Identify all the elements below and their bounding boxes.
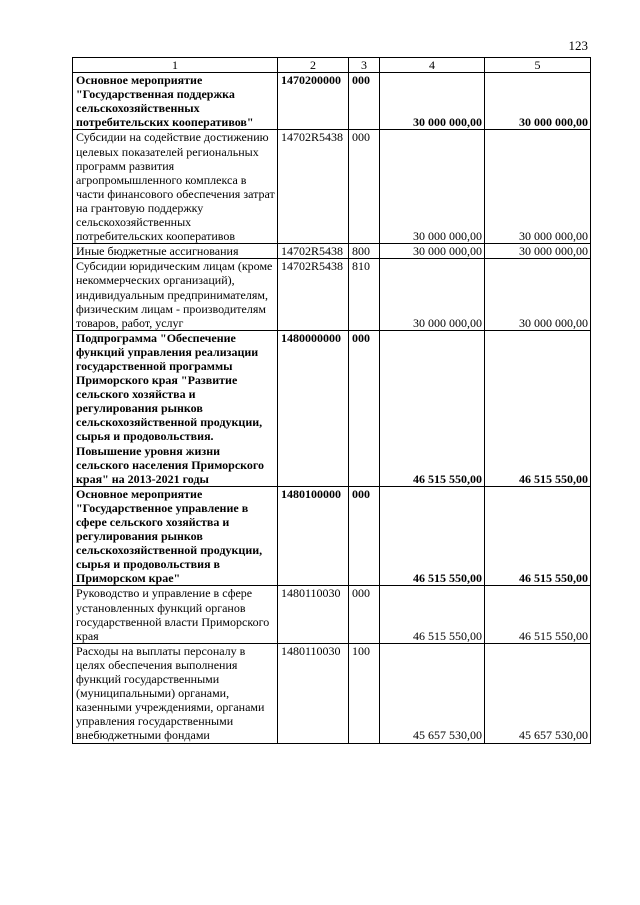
table-row: [73, 643, 591, 743]
row-amount-col4: 30 000 000,00: [380, 73, 485, 130]
row-amount-col5: 30 000 000,00: [485, 73, 591, 130]
row-amount-col4: 45 657 530,00: [380, 643, 485, 743]
row-name-cell: Субсидии юридическим лицам (кроме некоммерческих организаций), индивидуальным предпринимателям, физическим лицам - производителям товаров, работ, услуг: [73, 259, 278, 330]
row-code-cell: 1480110030: [278, 643, 349, 743]
row-amount-col5: 30 000 000,00: [485, 259, 591, 330]
row-type-cell: 000: [349, 130, 380, 244]
row-amount-col4: 30 000 000,00: [380, 244, 485, 259]
row-name-cell: Основное мероприятие "Государственное управление в сфере сельского хозяйства и регулирования рынков сельскохозяйственной продукции, сырья и продовольствия в Приморском крае": [73, 486, 278, 586]
row-amount-col5: 46 515 550,00: [485, 586, 591, 643]
table-row: [73, 73, 591, 130]
row-name-cell: Субсидии на содействие достижению целевых показателей региональных программ развития агропромышленного комплекса в части финансового обеспечения затрат на грантовую поддержку сельскохозяйственных потребительских кооперативов: [73, 130, 278, 244]
row-name-cell: Расходы на выплаты персоналу в целях обеспечения выполнения функций государственными (муниципальными) органами, казенными учреждениями, органами управления государственными внебюджетными фондами: [73, 643, 278, 743]
table-row: [73, 586, 591, 643]
row-amount-col4: 30 000 000,00: [380, 259, 485, 330]
header-cell-col3: 3: [349, 58, 380, 73]
row-amount-col5: 30 000 000,00: [485, 244, 591, 259]
table-row: [73, 330, 591, 486]
row-type-cell: 100: [349, 643, 380, 743]
row-code-cell: 14702R5438: [278, 130, 349, 244]
budget-table: [72, 57, 591, 744]
header-cell-col1: 1: [73, 58, 278, 73]
row-type-cell: 800: [349, 244, 380, 259]
row-amount-col4: 46 515 550,00: [380, 486, 485, 586]
row-type-cell: 810: [349, 259, 380, 330]
row-amount-col5: 30 000 000,00: [485, 130, 591, 244]
row-type-cell: 000: [349, 586, 380, 643]
row-amount-col5: 46 515 550,00: [485, 486, 591, 586]
row-code-cell: 1480100000: [278, 486, 349, 586]
row-code-cell: 14702R5438: [278, 259, 349, 330]
row-type-cell: 000: [349, 330, 380, 486]
header-cell-col2: 2: [278, 58, 349, 73]
table-row: [73, 244, 591, 259]
row-amount-col4: 30 000 000,00: [380, 130, 485, 244]
row-name-cell: Руководство и управление в сфере установленных функций органов государственной власти Приморского края: [73, 586, 278, 643]
row-code-cell: 1470200000: [278, 73, 349, 130]
page-number: 123: [568, 38, 588, 53]
row-code-cell: 1480110030: [278, 586, 349, 643]
row-code-cell: 14702R5438: [278, 244, 349, 259]
row-name-cell: Основное мероприятие "Государственная поддержка сельскохозяйственных потребительских кооперативов": [73, 73, 278, 130]
row-code-cell: 1480000000: [278, 330, 349, 486]
table-header-row: [73, 58, 591, 73]
row-amount-col4: 46 515 550,00: [380, 330, 485, 486]
header-cell-col5: 5: [485, 58, 591, 73]
row-amount-col4: 46 515 550,00: [380, 586, 485, 643]
row-amount-col5: 46 515 550,00: [485, 330, 591, 486]
table-row: [73, 486, 591, 586]
row-amount-col5: 45 657 530,00: [485, 643, 591, 743]
table-row: [73, 130, 591, 244]
row-type-cell: 000: [349, 486, 380, 586]
row-name-cell: Иные бюджетные ассигнования: [73, 244, 278, 259]
row-type-cell: 000: [349, 73, 380, 130]
table-row: [73, 259, 591, 330]
header-cell-col4: 4: [380, 58, 485, 73]
row-name-cell: Подпрограмма "Обеспечение функций управления реализации государственной программы Приморского края "Развитие сельского хозяйства и регулирования рынков сельскохозяйственной продукции, сырья и продовольствия. Повышение уровня жизни сельского населения Приморского края" на 2013-2021 годы: [73, 330, 278, 486]
